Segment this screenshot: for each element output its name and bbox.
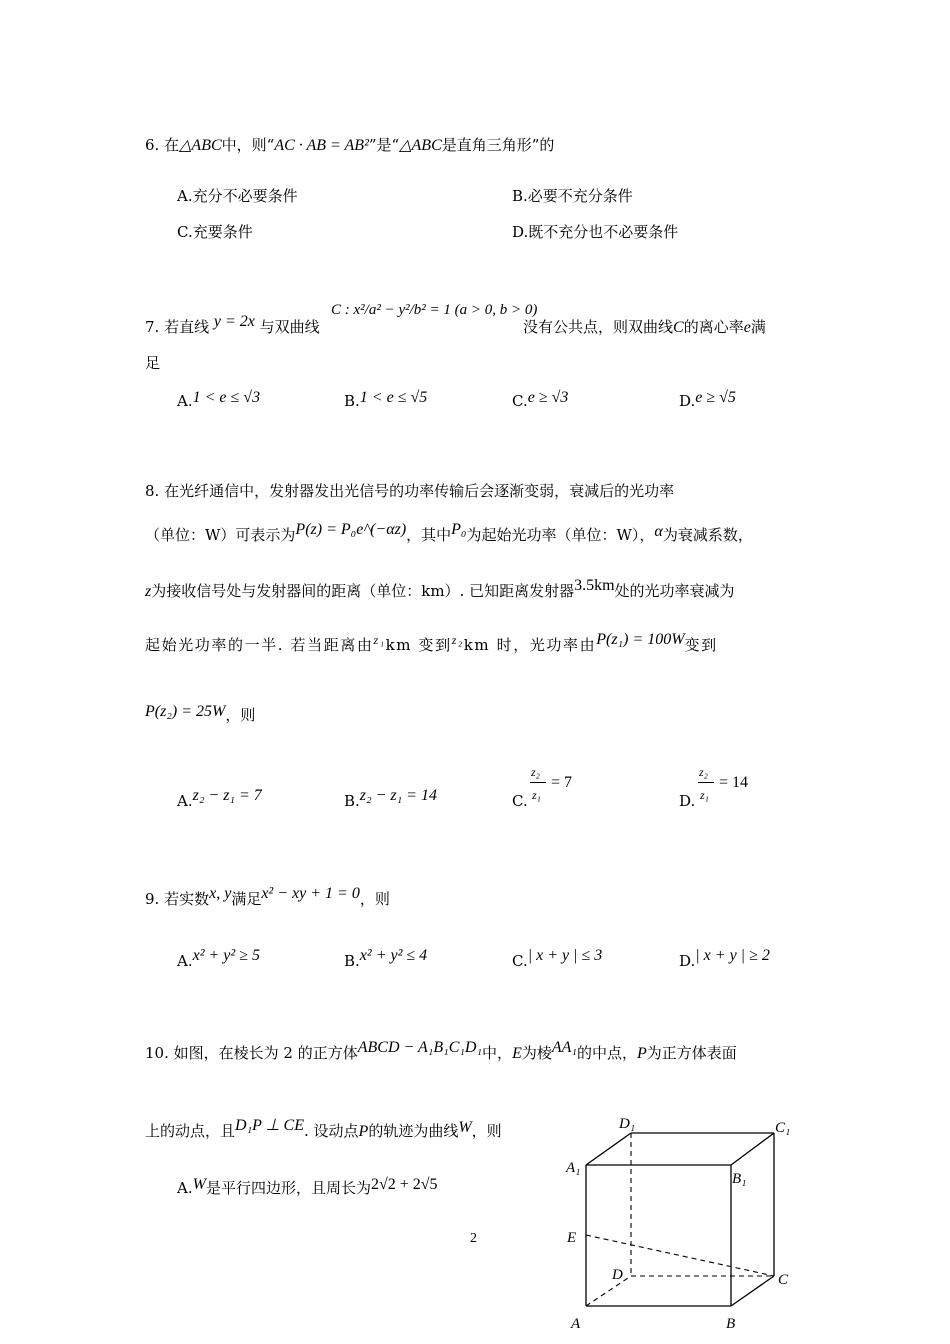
q8-option-d-rhs: = 14 bbox=[719, 774, 749, 791]
q7-option-a[interactable] bbox=[177, 389, 261, 411]
q9-stem bbox=[145, 885, 390, 909]
label-d: D bbox=[612, 1267, 623, 1283]
q6-option-b[interactable]: B.必要不充分条件 bbox=[512, 187, 633, 205]
q7-option-c-label: C. bbox=[512, 392, 528, 410]
q9-option-b-label: B. bbox=[344, 952, 360, 970]
q8-line-5 bbox=[145, 703, 256, 725]
q10-number: 10. bbox=[145, 1044, 169, 1062]
q9-option-b[interactable] bbox=[344, 947, 428, 971]
q10-option-a-label: A. bbox=[177, 1179, 193, 1197]
q9-text-1: 若实数 bbox=[164, 890, 210, 908]
q6-triangle-2: △ABC bbox=[399, 137, 442, 154]
cube-figure bbox=[555, 1110, 805, 1344]
q7-option-a-label: A. bbox=[177, 392, 193, 410]
q9-text-2: 满足 bbox=[231, 890, 262, 908]
q9-equation: x² − xy + 1 = 0 bbox=[261, 885, 360, 902]
q10-perpendicular: D₁P ⊥ CE bbox=[235, 1117, 304, 1134]
q6-condition: AC · AB = AB² bbox=[274, 137, 369, 154]
label-c: C bbox=[778, 1272, 789, 1288]
edge-b-c bbox=[731, 1276, 774, 1306]
q7-text-1: 若直线 bbox=[164, 318, 210, 336]
q9-option-d-label: D. bbox=[679, 952, 696, 970]
q8-option-a-math: z₂ − z₁ = 7 bbox=[192, 787, 262, 804]
label-a: A bbox=[571, 1316, 581, 1332]
q8-option-d-numerator: z₂ bbox=[699, 765, 708, 779]
q7-stem-line-1 bbox=[145, 313, 320, 337]
q10-edge-aa1: AA₁ bbox=[551, 1039, 577, 1056]
q8-option-d-denominator: z₁ bbox=[700, 788, 709, 802]
q8-option-c-fraction-bar bbox=[530, 782, 546, 783]
q8-option-d[interactable] bbox=[679, 792, 695, 810]
q6-text-3: ”是“ bbox=[368, 136, 400, 154]
q7-e: e bbox=[743, 319, 751, 336]
label-a1: A₁ bbox=[566, 1160, 581, 1176]
q10-cube-name: ABCD − A₁B₁C₁D₁ bbox=[357, 1039, 483, 1056]
label-b1: B₁ bbox=[732, 1171, 747, 1187]
q7-text-4: 的离心率 bbox=[683, 318, 744, 336]
q8-text-4d: 变到 bbox=[684, 636, 718, 654]
q9-option-b-math: x² + y² ≤ 4 bbox=[359, 947, 428, 964]
q7-stem-line-1b bbox=[523, 318, 766, 337]
q8-option-b-label: B. bbox=[344, 792, 360, 810]
label-c1: C₁ bbox=[775, 1120, 791, 1136]
q10-text-8: 的轨迹为曲线 bbox=[368, 1122, 459, 1140]
q8-p0: P₀ bbox=[451, 521, 467, 538]
q8-option-c-numerator: z₂ bbox=[531, 765, 540, 779]
page-number: 2 bbox=[470, 1231, 477, 1246]
q7-stem-line-2: 足 bbox=[145, 354, 161, 372]
q8-z2: z₂ bbox=[451, 633, 464, 647]
q8-distance: 3.5km bbox=[574, 577, 615, 594]
q8-text-5: ，则 bbox=[225, 706, 256, 724]
label-d1: D₁ bbox=[619, 1116, 636, 1132]
label-b: B bbox=[726, 1316, 736, 1332]
q10-option-a[interactable] bbox=[177, 1176, 438, 1198]
q8-z1: z₁ bbox=[373, 633, 386, 647]
q10-text-2: 中， bbox=[482, 1044, 513, 1062]
q7-text-2: 与双曲线 bbox=[259, 318, 320, 336]
q9-option-a[interactable] bbox=[177, 947, 260, 971]
q10-option-a-text: 是平行四边形，且周长为 bbox=[205, 1179, 371, 1197]
q7-option-d-label: D. bbox=[679, 392, 696, 410]
q8-text-2a: （单位：W）可表示为 bbox=[145, 526, 296, 544]
q10-text-9: ，则 bbox=[471, 1122, 502, 1140]
q8-p-z2: P(z₂) = 25W bbox=[145, 703, 226, 720]
q8-p-z1: P(z₁) = 100W bbox=[596, 631, 685, 648]
q10-e: E bbox=[512, 1045, 522, 1062]
q6-stem bbox=[145, 136, 554, 155]
q10-option-a-math: 2√2 + 2√5 bbox=[370, 1176, 438, 1193]
q7-text-5: 满 bbox=[750, 318, 766, 336]
q9-option-c[interactable] bbox=[512, 947, 603, 971]
q8-option-a-label: A. bbox=[177, 792, 193, 810]
q9-vars: x, y bbox=[209, 885, 232, 902]
q8-option-c[interactable] bbox=[512, 792, 528, 810]
q10-text-1: 如图，在棱长为 2 的正方体 bbox=[173, 1044, 358, 1062]
q7-curve-c: C bbox=[673, 319, 684, 336]
q8-line-4 bbox=[145, 631, 718, 655]
label-e: E bbox=[567, 1230, 577, 1246]
q10-option-a-w: W bbox=[192, 1176, 206, 1193]
q7-hyperbola: C : x²/a² − y²/b² = 1 (a > 0, b > 0) bbox=[331, 302, 538, 318]
q10-p-2: P bbox=[358, 1123, 369, 1140]
q6-text-1: 在 bbox=[164, 136, 180, 154]
q8-option-b[interactable] bbox=[344, 787, 437, 811]
q10-text-6: 上的动点，且 bbox=[145, 1122, 236, 1140]
q6-text-4: 是直角三角形”的 bbox=[441, 136, 555, 154]
q7-text-3: 没有公共点，则双曲线 bbox=[523, 318, 674, 336]
q10-w: W bbox=[458, 1119, 472, 1136]
q9-option-c-label: C. bbox=[512, 952, 528, 970]
q6-text-2: 中，则“ bbox=[221, 136, 275, 154]
q8-text-2c: 为起始光功率（单位：W）， bbox=[466, 526, 655, 544]
q7-option-d[interactable] bbox=[679, 389, 736, 411]
q8-text-2d: 为衰减系数， bbox=[662, 526, 753, 544]
q10-text-4: 的中点， bbox=[576, 1044, 637, 1062]
q10-text-3: 为棱 bbox=[521, 1044, 552, 1062]
q7-option-b-math: 1 < e ≤ √5 bbox=[359, 389, 428, 406]
q7-option-c[interactable] bbox=[512, 389, 569, 411]
q7-option-d-math: e ≥ √5 bbox=[695, 389, 736, 406]
q8-option-b-math: z₂ − z₁ = 14 bbox=[359, 787, 437, 804]
q8-power-formula: P(z) = P₀e^(−αz) bbox=[295, 521, 407, 538]
q6-option-d[interactable]: D.既不充分也不必要条件 bbox=[512, 223, 679, 241]
q7-number: 7. bbox=[145, 318, 160, 336]
q9-option-c-math: | x + y | ≤ 3 bbox=[527, 947, 603, 964]
q9-text-3: ，则 bbox=[359, 890, 390, 908]
q8-alpha: α bbox=[654, 523, 663, 540]
edge-b1-c1 bbox=[731, 1133, 774, 1165]
q8-option-d-fraction-bar bbox=[698, 782, 714, 783]
q8-option-c-rhs: = 7 bbox=[551, 774, 573, 791]
q10-stem-line-1 bbox=[145, 1039, 737, 1063]
q10-text-5: 为正方体表面 bbox=[646, 1044, 737, 1062]
edge-a1-d1 bbox=[586, 1133, 631, 1165]
q7-line-equation: y = 2x bbox=[213, 313, 255, 330]
q10-stem-line-2 bbox=[145, 1117, 502, 1141]
q8-text-4b: km 变到 bbox=[385, 636, 452, 654]
q8-text-3a: 为接收信号处与发射器间的距离（单位：km）. 已知距离发射器 bbox=[151, 582, 575, 600]
q8-text-4a: 起始光功率的一半. 若当距离由 bbox=[145, 636, 374, 654]
q8-text-2b: ，其中 bbox=[406, 526, 452, 544]
q8-option-a[interactable] bbox=[177, 787, 262, 811]
edge-a-d bbox=[586, 1276, 631, 1306]
q8-option-d-label: D. bbox=[679, 792, 696, 810]
q10-text-7: . 设动点 bbox=[304, 1122, 359, 1140]
q8-option-c-denominator: z₁ bbox=[532, 788, 541, 802]
q9-option-a-label: A. bbox=[177, 952, 193, 970]
q8-line-3 bbox=[145, 577, 735, 601]
q8-text-4c: km 时，光功率由 bbox=[463, 636, 597, 654]
q8-line-2 bbox=[145, 521, 753, 545]
q8-text-3b: 处的光功率衰减为 bbox=[614, 582, 735, 600]
q6-option-c[interactable]: C.充要条件 bbox=[177, 223, 253, 241]
q8-option-c-label: C. bbox=[512, 792, 528, 810]
q8-z: z bbox=[145, 583, 152, 600]
q6-number: 6. bbox=[145, 136, 160, 154]
q6-triangle: △ABC bbox=[179, 137, 222, 154]
q7-option-b[interactable] bbox=[344, 389, 428, 411]
q9-number: 9. bbox=[145, 890, 160, 908]
q8-line-1: 8. 在光纤通信中，发射器发出光信号的功率传输后会逐渐变弱，衰减后的光功率 bbox=[145, 482, 675, 500]
q6-option-a[interactable]: A.充分不必要条件 bbox=[177, 187, 298, 205]
q10-p: P bbox=[636, 1045, 647, 1062]
q7-option-c-math: e ≥ √3 bbox=[527, 389, 569, 406]
q7-option-b-label: B. bbox=[344, 392, 360, 410]
q9-option-d[interactable] bbox=[679, 947, 770, 971]
q9-option-d-math: | x + y | ≥ 2 bbox=[695, 947, 770, 964]
q9-option-a-math: x² + y² ≥ 5 bbox=[192, 947, 260, 964]
q7-option-a-math: 1 < e ≤ √3 bbox=[192, 389, 261, 406]
